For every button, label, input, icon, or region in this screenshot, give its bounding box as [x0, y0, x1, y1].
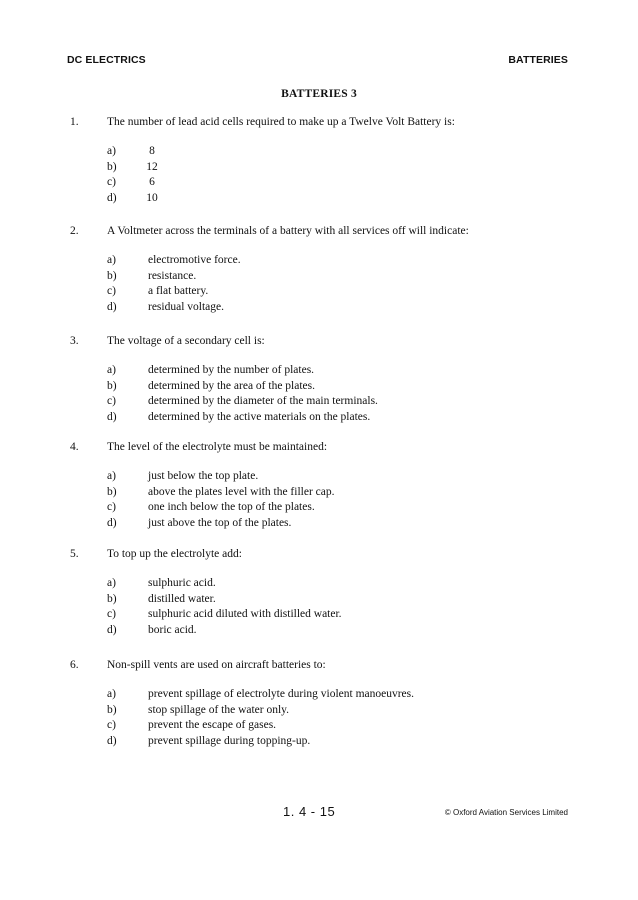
option-text: a flat battery.	[148, 285, 209, 297]
option-letter: d)	[107, 734, 117, 747]
option-text: determined by the number of plates.	[148, 364, 315, 376]
question-number: 2.	[70, 225, 79, 237]
option-letter: b)	[107, 269, 117, 282]
option-text: prevent spillage of electrolyte during violent manoeuvres.	[148, 688, 415, 700]
option-letter: a)	[107, 364, 116, 376]
question-text: A Voltmeter across the terminals of a battery with all services off will indicate:	[107, 225, 469, 237]
option-text: sulphuric acid diluted with distilled water.	[148, 608, 342, 620]
option-letter: d)	[107, 410, 117, 423]
option-letter: b)	[107, 160, 117, 173]
option-letter: c)	[107, 719, 116, 731]
option-letter: a)	[107, 577, 116, 589]
option-letter: d)	[107, 300, 117, 313]
question-text: The level of the electrolyte must be maintained:	[107, 441, 328, 453]
option-letter: a)	[107, 470, 116, 482]
option-letter: d)	[107, 191, 117, 204]
question-number: 6.	[70, 659, 79, 671]
question-number: 1.	[70, 116, 79, 128]
option-letter: b)	[107, 379, 117, 392]
option-text: determined by the active materials on the plates.	[148, 410, 371, 423]
option-letter: a)	[107, 254, 116, 266]
option-text: just below the top plate.	[148, 470, 259, 482]
question-text: The voltage of a secondary cell is:	[107, 335, 265, 347]
page-title: BATTERIES 3	[281, 88, 357, 100]
option-text: stop spillage of the water only.	[148, 703, 290, 716]
option-letter: c)	[107, 176, 116, 188]
option-text: prevent spillage during topping-up.	[148, 734, 311, 747]
question-text: Non-spill vents are used on aircraft batteries to:	[107, 659, 326, 671]
option-letter: d)	[107, 623, 117, 636]
option-letter: b)	[107, 592, 117, 605]
option-text: determined by the area of the plates.	[148, 379, 315, 392]
option-letter: d)	[107, 516, 117, 529]
option-letter: b)	[107, 485, 117, 498]
option-text: 10	[146, 191, 158, 204]
option-text: above the plates level with the filler cap.	[148, 485, 335, 498]
header-chapter-title: BATTERIES	[508, 54, 568, 66]
option-letter: a)	[107, 688, 116, 700]
option-text: resistance.	[148, 269, 197, 282]
question-number: 4.	[70, 441, 79, 453]
question-number: 5.	[70, 548, 79, 560]
option-text: prevent the escape of gases.	[148, 719, 277, 731]
option-text: one inch below the top of the plates.	[148, 501, 315, 513]
question-text: The number of lead acid cells required to make up a Twelve Volt Battery is:	[107, 116, 455, 128]
option-text: residual voltage.	[148, 300, 225, 313]
option-letter: c)	[107, 395, 116, 407]
header-section-title: DC ELECTRICS	[67, 54, 146, 66]
option-text: 6	[149, 176, 155, 188]
question-number: 3.	[70, 335, 79, 347]
option-text: distilled water.	[148, 592, 216, 605]
option-letter: b)	[107, 703, 117, 716]
option-letter: a)	[107, 145, 116, 157]
option-letter: c)	[107, 285, 116, 297]
copyright-notice: © Oxford Aviation Services Limited	[444, 808, 568, 817]
question-text: To top up the electrolyte add:	[107, 548, 242, 560]
page-number: 1. 4 - 15	[283, 804, 336, 819]
option-text: electromotive force.	[148, 254, 241, 266]
option-text: just above the top of the plates.	[148, 516, 292, 529]
option-text: sulphuric acid.	[148, 577, 216, 589]
option-text: 12	[146, 160, 158, 173]
option-letter: c)	[107, 608, 116, 620]
option-letter: c)	[107, 501, 116, 513]
option-text: 8	[149, 145, 155, 157]
option-text: boric acid.	[148, 623, 197, 636]
option-text: determined by the diameter of the main terminals.	[148, 395, 378, 407]
